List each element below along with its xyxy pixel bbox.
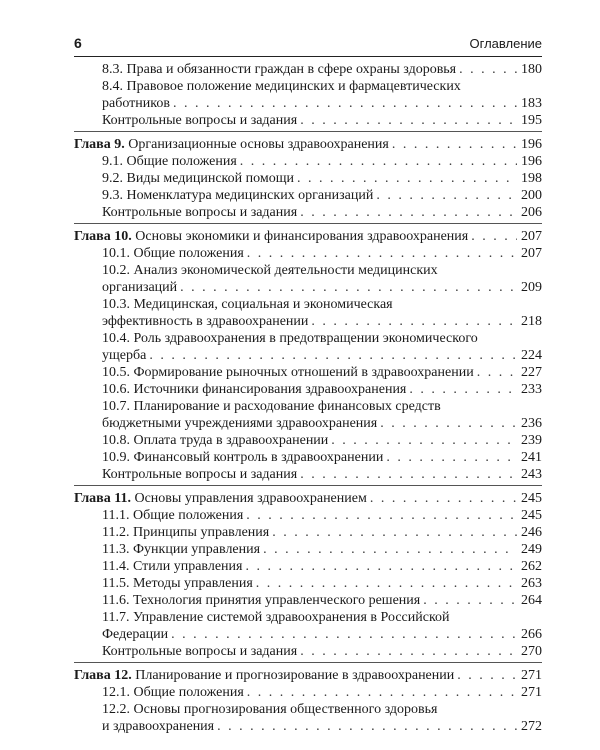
dot-leader bbox=[297, 170, 517, 187]
entry-page-number: 218 bbox=[521, 314, 542, 329]
entry-title: 10.7. Планирование и расходование финансовых средств bbox=[102, 399, 441, 414]
page-number: 6 bbox=[74, 35, 82, 51]
dot-leader bbox=[311, 313, 517, 330]
dot-leader bbox=[477, 364, 517, 381]
running-head bbox=[74, 34, 542, 57]
entry-page-number: 233 bbox=[521, 382, 542, 397]
toc-entry[interactable] bbox=[74, 592, 542, 609]
entry-title: 10.4. Роль здравоохранения в предотвращении экономического bbox=[102, 331, 478, 346]
entry-title: бюджетными учреждениями здравоохранения bbox=[102, 416, 378, 431]
toc-entry[interactable] bbox=[74, 575, 542, 592]
dot-leader bbox=[171, 626, 517, 643]
entry-title: 10.2. Анализ экономической деятельности медицинских bbox=[102, 263, 438, 278]
toc-entry[interactable] bbox=[74, 541, 542, 558]
entry-title: 10.9. Финансовый контроль в здравоохранении bbox=[102, 450, 384, 465]
toc-entry[interactable] bbox=[74, 449, 542, 466]
entry-page-number: 271 bbox=[521, 668, 542, 683]
toc-entry[interactable] bbox=[74, 204, 542, 221]
dot-leader bbox=[245, 558, 517, 575]
entry-page-number: 209 bbox=[521, 280, 542, 295]
toc-entry[interactable] bbox=[74, 170, 542, 187]
entry-page-number: 180 bbox=[521, 62, 542, 77]
entry-page-number: 195 bbox=[521, 113, 542, 128]
entry-title: 8.3. Права и обязанности граждан в сфере охраны здоровья bbox=[102, 62, 457, 77]
entry-page-number: 206 bbox=[521, 205, 542, 220]
toc-chapter-entry[interactable] bbox=[74, 136, 542, 153]
dot-leader bbox=[370, 490, 517, 507]
toc-entry[interactable] bbox=[74, 296, 542, 330]
entry-title: и здравоохранения bbox=[102, 719, 215, 734]
dot-leader bbox=[331, 432, 517, 449]
toc-entry[interactable] bbox=[74, 78, 542, 112]
dot-leader bbox=[457, 667, 517, 684]
dot-leader bbox=[246, 507, 517, 524]
entry-page-number: 243 bbox=[521, 467, 542, 482]
chapter-label: Глава 9. bbox=[74, 137, 125, 152]
toc-entry[interactable] bbox=[74, 381, 542, 398]
entry-title: 11.2. Принципы управления bbox=[102, 525, 270, 540]
entry-title: ущерба bbox=[102, 348, 147, 363]
toc-section bbox=[74, 490, 542, 663]
table-of-contents bbox=[74, 61, 542, 741]
dot-leader bbox=[380, 415, 517, 432]
toc-entry[interactable] bbox=[74, 245, 542, 262]
dot-leader bbox=[459, 61, 517, 78]
dot-leader bbox=[300, 466, 517, 483]
entry-title: Контрольные вопросы и задания bbox=[102, 113, 298, 128]
entry-title: 10.1. Общие положения bbox=[102, 246, 244, 261]
dot-leader bbox=[180, 279, 517, 296]
entry-page-number: 227 bbox=[521, 365, 542, 380]
entry-page-number: 198 bbox=[521, 171, 542, 186]
entry-title: Планирование и прогнозирование в здравоохранении bbox=[135, 668, 455, 683]
dot-leader bbox=[149, 347, 517, 364]
toc-entry[interactable] bbox=[74, 524, 542, 541]
dot-leader bbox=[376, 187, 517, 204]
entry-title: Контрольные вопросы и задания bbox=[102, 467, 298, 482]
dot-leader bbox=[173, 95, 517, 112]
entry-title: 11.1. Общие положения bbox=[102, 508, 244, 523]
entry-page-number: 246 bbox=[521, 525, 542, 540]
entry-title: 8.4. Правовое положение медицинских и фармацевтических bbox=[102, 79, 461, 94]
entry-page-number: 196 bbox=[521, 154, 542, 169]
toc-entry[interactable] bbox=[74, 507, 542, 524]
entry-title: 11.6. Технология принятия управленческого решения bbox=[102, 593, 421, 608]
entry-page-number: 271 bbox=[521, 685, 542, 700]
entry-title: 11.4. Стили управления bbox=[102, 559, 243, 574]
toc-chapter-entry[interactable] bbox=[74, 490, 542, 507]
dot-leader bbox=[386, 449, 517, 466]
entry-page-number: 207 bbox=[521, 246, 542, 261]
toc-entry[interactable] bbox=[74, 364, 542, 381]
entry-title: работников bbox=[102, 96, 170, 111]
dot-leader bbox=[300, 204, 517, 221]
toc-entry[interactable] bbox=[74, 153, 542, 170]
entry-title: 9.1. Общие положения bbox=[102, 154, 237, 169]
dot-leader bbox=[300, 112, 517, 129]
toc-entry[interactable] bbox=[74, 61, 542, 78]
entry-page-number: 236 bbox=[521, 416, 542, 431]
entry-title: Федерации bbox=[102, 627, 169, 642]
toc-entry[interactable] bbox=[74, 643, 542, 660]
dot-leader bbox=[471, 228, 517, 245]
entry-page-number: 207 bbox=[521, 229, 542, 244]
toc-section bbox=[74, 61, 542, 132]
entry-page-number: 245 bbox=[521, 491, 542, 506]
entry-page-number: 262 bbox=[521, 559, 542, 574]
entry-title: эффективность в здравоохранении bbox=[102, 314, 309, 329]
toc-entry[interactable] bbox=[74, 187, 542, 204]
entry-title: 11.5. Методы управления bbox=[102, 576, 253, 591]
dot-leader bbox=[263, 541, 517, 558]
entry-title: 11.7. Управление системой здравоохранения в Российской bbox=[102, 610, 450, 625]
toc-entry[interactable] bbox=[74, 112, 542, 129]
entry-page-number: 263 bbox=[521, 576, 542, 591]
entry-title: организаций bbox=[102, 280, 178, 295]
entry-title: Основы управления здравоохранением bbox=[134, 491, 367, 506]
dot-leader bbox=[240, 153, 517, 170]
entry-page-number: 196 bbox=[521, 137, 542, 152]
dot-leader bbox=[409, 381, 517, 398]
toc-entry[interactable] bbox=[74, 466, 542, 483]
dot-leader bbox=[272, 524, 517, 541]
entry-page-number: 200 bbox=[521, 188, 542, 203]
entry-page-number: 241 bbox=[521, 450, 542, 465]
entry-title: 9.2. Виды медицинской помощи bbox=[102, 171, 294, 186]
entry-page-number: 183 bbox=[521, 96, 542, 111]
entry-title: Контрольные вопросы и задания bbox=[102, 644, 298, 659]
chapter-label: Глава 12. bbox=[74, 668, 132, 683]
toc-entry[interactable] bbox=[74, 398, 542, 432]
entry-page-number: 224 bbox=[521, 348, 542, 363]
entry-page-number: 270 bbox=[521, 644, 542, 659]
toc-entry[interactable] bbox=[74, 684, 542, 701]
entry-page-number: 245 bbox=[521, 508, 542, 523]
entry-title: 12.2. Основы прогнозирования общественного здоровья bbox=[102, 702, 438, 717]
toc-section bbox=[74, 136, 542, 224]
entry-title: 10.6. Источники финансирования здравоохранения bbox=[102, 382, 407, 397]
entry-page-number: 264 bbox=[521, 593, 542, 608]
entry-title: 10.3. Медицинская, социальная и экономическая bbox=[102, 297, 393, 312]
toc-entry[interactable] bbox=[74, 262, 542, 296]
toc-entry[interactable] bbox=[74, 558, 542, 575]
section-title: Оглавление bbox=[469, 36, 542, 51]
entry-page-number: 239 bbox=[521, 433, 542, 448]
dot-leader bbox=[423, 592, 517, 609]
dot-leader bbox=[217, 718, 517, 735]
dot-leader bbox=[247, 245, 517, 262]
dot-leader bbox=[300, 643, 517, 660]
entry-title: 10.5. Формирование рыночных отношений в здравоохранении bbox=[102, 365, 474, 380]
toc-chapter-entry[interactable] bbox=[74, 667, 542, 684]
toc-entry[interactable] bbox=[74, 609, 542, 643]
entry-page-number: 249 bbox=[521, 542, 542, 557]
dot-leader bbox=[247, 684, 517, 701]
toc-chapter-entry[interactable] bbox=[74, 228, 542, 245]
toc-entry[interactable] bbox=[74, 701, 542, 735]
toc-entry[interactable] bbox=[74, 330, 542, 364]
entry-title: Организационные основы здравоохранения bbox=[128, 137, 389, 152]
dot-leader bbox=[392, 136, 517, 153]
dot-leader bbox=[256, 575, 517, 592]
toc-entry[interactable] bbox=[74, 432, 542, 449]
entry-page-number: 272 bbox=[521, 719, 542, 734]
chapter-label: Глава 11. bbox=[74, 491, 131, 506]
chapter-label: Глава 10. bbox=[74, 229, 132, 244]
entry-title: Основы экономики и финансирования здравоохранения bbox=[135, 229, 469, 244]
entry-title: Контрольные вопросы и задания bbox=[102, 205, 298, 220]
toc-section bbox=[74, 667, 542, 737]
entry-title: 10.8. Оплата труда в здравоохранении bbox=[102, 433, 329, 448]
entry-title: 9.3. Номенклатура медицинских организаций bbox=[102, 188, 374, 203]
entry-title: 12.1. Общие положения bbox=[102, 685, 244, 700]
entry-title: 11.3. Функции управления bbox=[102, 542, 261, 557]
toc-section bbox=[74, 228, 542, 486]
entry-page-number: 266 bbox=[521, 627, 542, 642]
